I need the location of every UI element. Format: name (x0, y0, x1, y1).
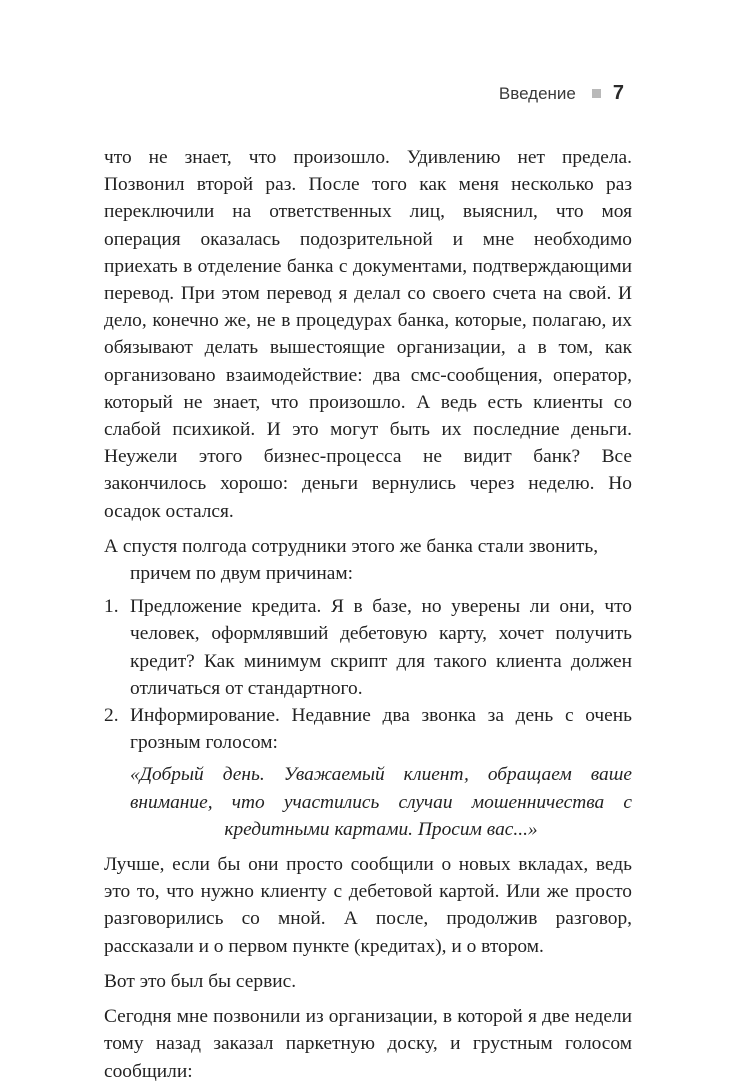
paragraph-4: Вот это был бы сервис. (104, 970, 297, 992)
section-title: Введение (498, 83, 576, 103)
paragraph-5: Сегодня мне позвонили из организации, в которой я две недели тому назад заказал паркетную доску, и грустным голосом сообщили: (104, 1006, 632, 1082)
text-body (104, 144, 632, 1085)
quote: «Добрый день. Уважаемый клиент, обращаем ваше внимание, что участились случаи мошенничества с кредитными картами. Просим вас...» (130, 764, 632, 840)
list-item (104, 593, 632, 702)
list-item-number: 1. (104, 596, 119, 618)
paragraph-2-line-2: причем по двум причинам: (130, 563, 353, 585)
list-item-text: Информирование. Недавние два звонка за день с очень грозным голосом: (130, 705, 632, 754)
list-item-text: Предложение кредита. Я в базе, но уверены ли они, что человек, оформлявший дебетовую карту, хочет получить кредит? Как минимум скрипт для такого клиента должен отличаться от стандартного. (130, 596, 632, 699)
numbered-list (104, 593, 632, 756)
page-number: 7 (612, 82, 624, 104)
list-item-number: 2. (104, 705, 119, 727)
paragraph-2-line-1: А спустя полгода сотрудники этого же банка стали звонить, (104, 535, 599, 557)
paragraph-1: что не знает, что произошло. Удивлению нет предела. Позвонил второй раз. После того как меня несколько раз переключили на ответственных лиц, выяснил, что моя операция оказалась подозрительной и мне необходимо приехать в отделение банка с документами, подтверждающими перевод. При этом перевод я делал со своего счета на свой. И дело, конечно же, не в процедурах банка, которые, полагаю, их обязывают делать вышестоящие организации, а в том, как организовано взаимодействие: два смс-сообщения, оператор, который не знает, что произошло. А ведь есть клиенты со слабой психикой. И это могут быть их последние деньги. Неужели этого бизнес-процесса не видит банк? Все закончилось хорошо: деньги вернулись через неделю. Но осадок остался. (104, 147, 632, 522)
paragraph-3: Лучше, если бы они просто сообщили о новых вкладах, ведь это то, что нужно клиенту с дебетовой картой. Или же просто разговорились со мной. А после, продолжив разговор, рассказали и о первом пункте (кредитах), и о втором. (104, 854, 632, 957)
list-item (104, 702, 632, 756)
separator-square-icon (592, 89, 601, 98)
running-header (499, 82, 624, 105)
paragraph-2 (104, 533, 632, 587)
